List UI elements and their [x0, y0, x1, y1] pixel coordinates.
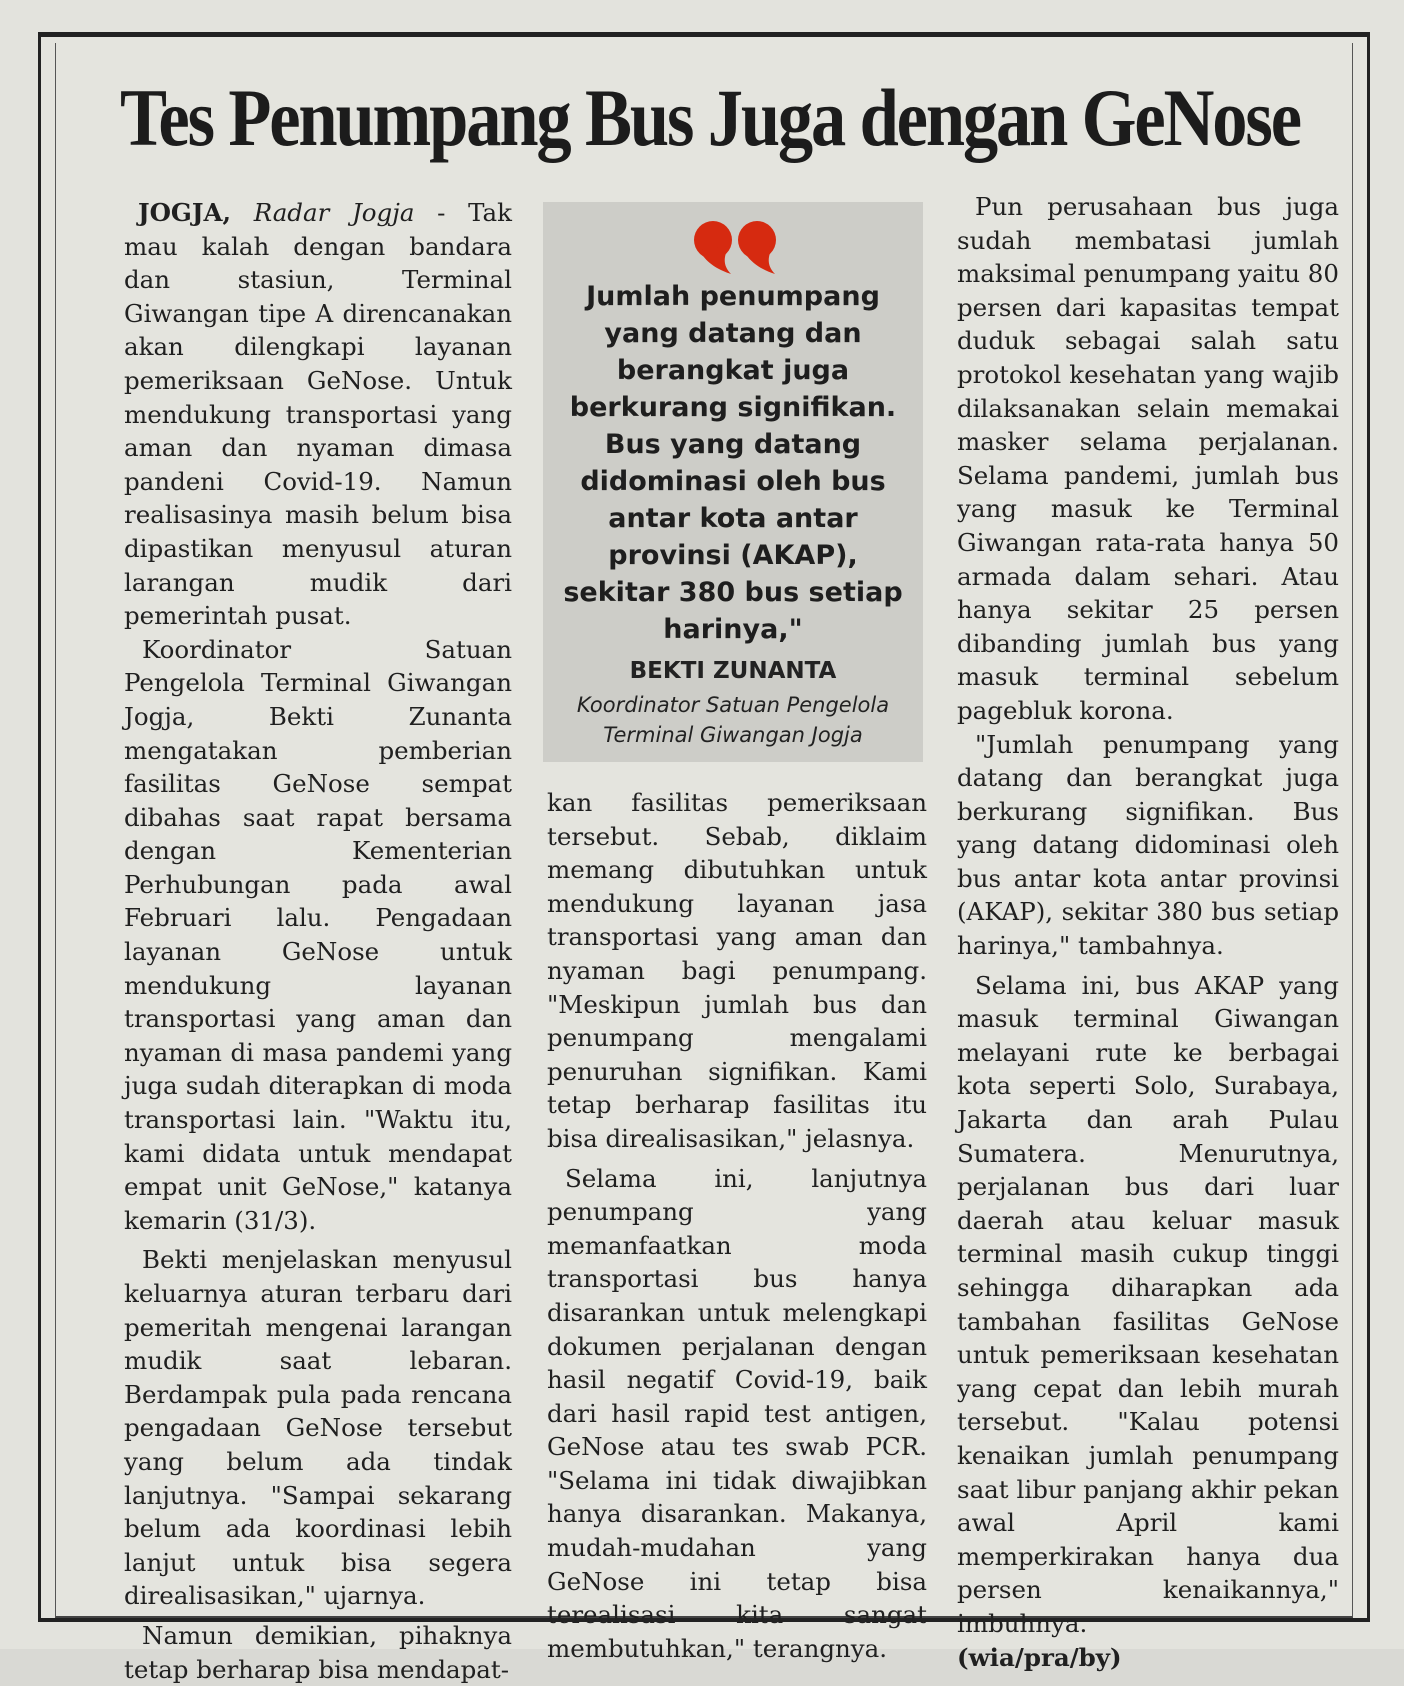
- paragraph: Koordinator Satuan Pengelola Terminal Giwangan Jogja, Bekti Zunanta mengatakan pemberian fasilitas GeNose sempat dibahas saat rapat bersama dengan Kementerian Perhubungan pada awal Februari lalu. Pengadaan layanan GeNose untuk mendukung layanan transportasi yang aman dan nyaman di masa pandemi yang juga sudah diterapkan di moda transportasi lain. "Waktu itu, kami didata untuk mendapat empat unit GeNose," katanya kemarin (31/3).: [124, 634, 512, 1235]
- paragraph: Selama ini, bus AKAP yang masuk terminal Giwangan melayani rute ke berbagai kota seperti Solo, Surabaya, Jakarta dan arah Pulau Sumatera. Menurutnya, perjalanan bus dari luar daerah atau keluar masuk terminal masih cukup tinggi sehingga diharapkan ada tambahan fasilitas GeNose untuk pemeriksaan kesehatan yang cepat dan lebih murah tersebut. "Kalau potensi kenaikan jumlah penumpang saat libur panjang akhir pekan awal April kami memperkirakan hanya dua persen kenaikannya," imbuhnya.: [957, 970, 1339, 1638]
- pull-quote-name: BEKTI ZUNANTA: [629, 658, 837, 684]
- source-name: Radar Jogja: [253, 198, 415, 227]
- dateline: JOGJA,: [138, 198, 231, 227]
- pull-quote-box: [543, 202, 923, 762]
- paragraph: Bekti menjelaskan menyusul keluarnya aturan terbaru dari pemeritah mengenai larangan mudik saat lebaran. Berdampak pula pada rencana pengadaan GeNose tersebut yang belum ada tindak lanjutnya. "Sampai sekarang belum ada koordinasi lebih lanjut untuk bisa segera direalisasikan," ujarnya.: [124, 1245, 512, 1611]
- paragraph: Namun demikian, pihaknya tetap berharap bisa mendapat-: [124, 1620, 512, 1684]
- pull-quote-role: [543, 690, 923, 750]
- pull-quote-role-line: Koordinator Satuan Pengelola: [576, 693, 890, 717]
- column-3: [957, 190, 1339, 1674]
- column-2: [547, 786, 927, 1665]
- lead-text: - Tak mau kalah dengan bandara dan stasiun, Terminal Giwangan tipe A direncanakan akan dilengkapi layanan pemeriksaan GeNose. Untuk mendukung transportasi yang aman dan nyaman dimasa pandeni Covid-19. Namun realisasinya masih belum bisa dipastikan menyusul aturan larangan mudik dari pemerintah pusat.: [124, 198, 512, 631]
- quote-icon: [691, 220, 781, 276]
- lead-paragraph: [124, 196, 512, 633]
- pull-quote-text: Jumlah penumpang yang datang dan berangkat juga berkurang signifikan. Bus yang datang didominasi oleh bus antar kota antar provinsi (AKAP), sekitar 380 bus setiap harinya,": [563, 281, 903, 645]
- column-1: [124, 196, 512, 1686]
- paragraph: Selama ini, lanjutnya penumpang yang memanfaatkan moda transportasi bus hanya disarankan untuk melengkapi dokumen perjalanan dengan hasil negatif Covid-19, baik dari hasil rapid test antigen, GeNose atau tes swab PCR. "Selama ini tidak diwajibkan hanya disarankan. Makanya, mudah-mudahan yang GeNose ini tetap bisa terealisasi kita sangat membutuhkan," terangnya.: [547, 1163, 927, 1663]
- paragraph: Pun perusahaan bus juga sudah membatasi jumlah maksimal penumpang yaitu 80 persen dari kapasitas tempat duduk sebagai salah satu protokol kesehatan yang wajib dilaksanakan selain memakai masker selama perjalanan. Selama pandemi, jumlah bus yang masuk ke Terminal Giwangan rata-rata hanya 50 armada dalam sehari. Atau hanya sekitar 25 persen dibanding jumlah bus yang masuk terminal sebelum pagebluk korona.: [957, 192, 1339, 725]
- paragraph: kan fasilitas pemeriksaan tersebut. Sebab, diklaim memang dibutuhkan untuk mendukung layanan jasa transportasi yang aman dan nyaman bagi penumpang. "Meskipun jumlah bus dan penumpang mengalami penuruhan signifikan. Kami tetap berharap fasilitas itu bisa direalisasikan," jelasnya.: [547, 788, 927, 1153]
- pull-quote-role-line: Terminal Giwangan Jogja: [603, 723, 863, 747]
- headline: Tes Penumpang Bus Juga dengan GeNose: [120, 72, 1300, 163]
- paragraph: "Jumlah penumpang yang datang dan berangkat juga berkurang signifikan. Bus yang datang didominasi oleh bus antar kota antar provinsi (AKAP), sekitar 380 bus setiap harinya," tambahnya.: [957, 729, 1339, 961]
- byline: (wia/pra/by): [957, 1642, 1122, 1672]
